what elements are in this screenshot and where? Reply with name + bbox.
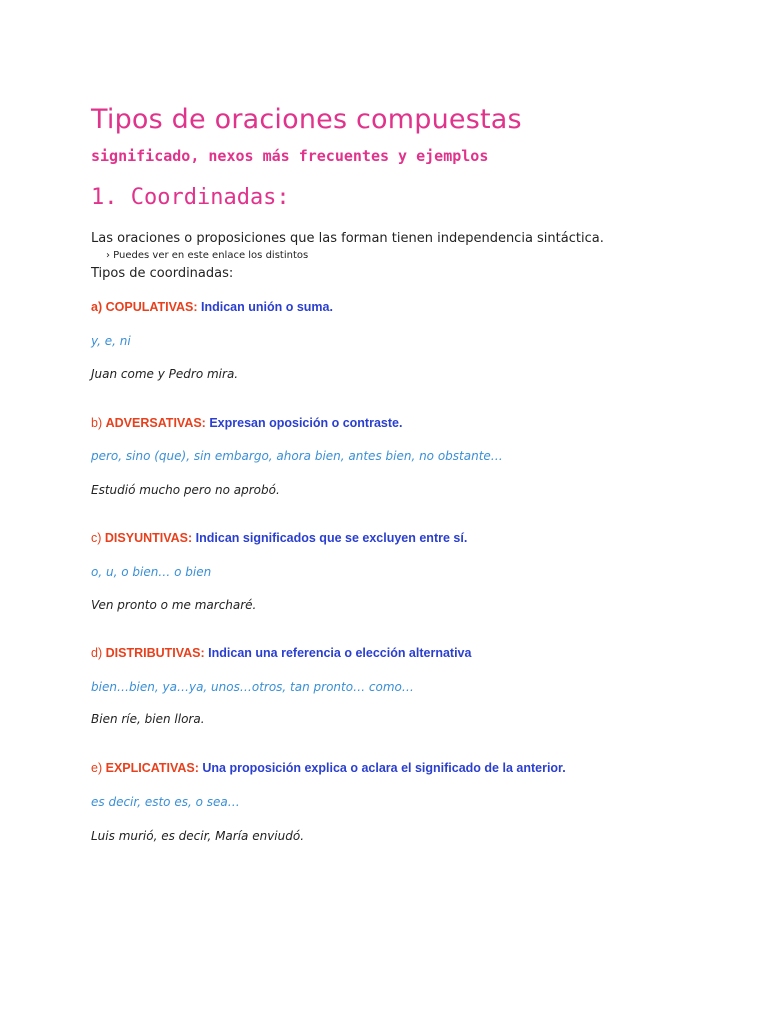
type-name: COPULATIVAS: (105, 300, 198, 314)
type-description: Una proposición explica o aclara el significado de la anterior. (202, 761, 566, 775)
type-description: Expresan oposición o contraste. (209, 416, 403, 430)
type-name: ADVERSATIVAS: (105, 416, 206, 430)
type-letter: c) (91, 531, 102, 545)
type-heading-distributivas (91, 646, 471, 660)
type-name: DISYUNTIVAS: (104, 531, 193, 545)
nexos-copulativas: y, e, ni (91, 334, 131, 348)
page-subtitle: significado, nexos más frecuentes y ejemplos (91, 147, 489, 165)
example-disyuntivas: Ven pronto o me marcharé. (91, 598, 257, 612)
type-description: Indican significados que se excluyen entre sí. (195, 531, 468, 545)
section-heading: 1. Coordinadas: (91, 185, 290, 210)
types-label: Tipos de coordinadas: (91, 266, 234, 281)
page-title: Tipos de oraciones compuestas (91, 104, 522, 135)
type-letter: b) (91, 416, 103, 430)
type-description: Indican una referencia o elección alternativa (208, 646, 472, 660)
example-explicativas: Luis murió, es decir, María enviudó. (91, 829, 305, 843)
type-heading-adversativas (91, 416, 402, 430)
type-name: DISTRIBUTIVAS: (105, 646, 205, 660)
example-adversativas: Estudió mucho pero no aprobó. (91, 483, 280, 497)
intro-paragraph: Las oraciones o proposiciones que las forman tienen independencia sintáctica. (91, 231, 604, 246)
type-letter: e) (91, 761, 103, 775)
nexos-disyuntivas: o, u, o bien… o bien (91, 565, 212, 579)
example-copulativas: Juan come y Pedro mira. (91, 367, 239, 381)
type-letter: a) (91, 300, 103, 314)
type-heading-explicativas (91, 761, 566, 775)
nexos-explicativas: es decir, esto es, o sea… (91, 795, 240, 809)
type-heading-disyuntivas (91, 531, 467, 545)
type-name: EXPLICATIVAS: (105, 761, 199, 775)
type-letter: d) (91, 646, 103, 660)
example-distributivas: Bien ríe, bien llora. (91, 712, 205, 726)
type-description: Indican unión o suma. (201, 300, 333, 314)
nexos-distributivas: bien…bien, ya…ya, unos…otros, tan pronto… como… (91, 680, 414, 694)
type-heading-copulativas (91, 300, 333, 314)
link-text[interactable]: › Puedes ver en este enlace los distintos (106, 250, 309, 261)
nexos-adversativas: pero, sino (que), sin embargo, ahora bien, antes bien, no obstante… (91, 449, 503, 463)
